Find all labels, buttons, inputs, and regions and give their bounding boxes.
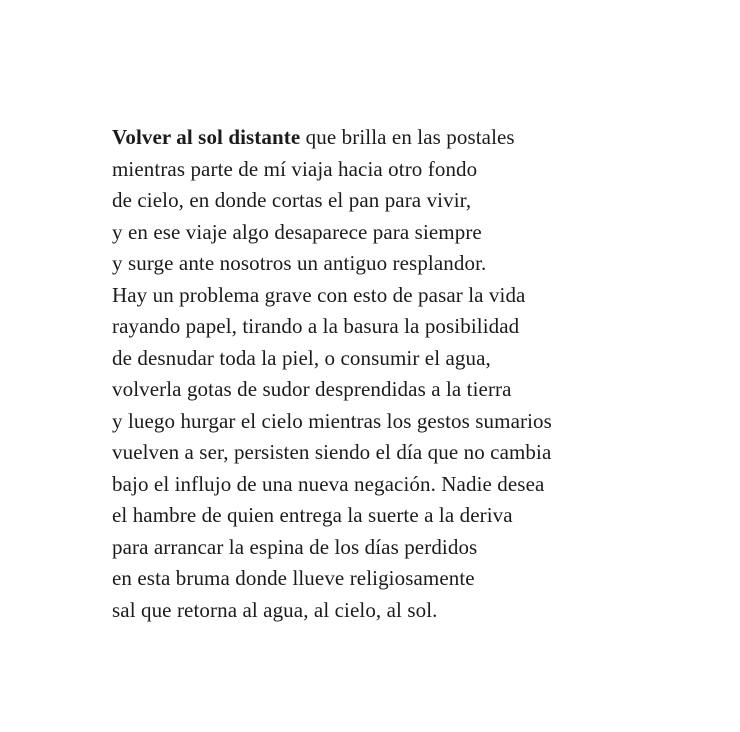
- poem-line: mientras parte de mí viaja hacia otro fondo: [112, 156, 478, 181]
- poem-line: vuelven a ser, persisten siendo el día que no cambia: [112, 440, 552, 464]
- poem-line: y luego hurgar el cielo mientras los gestos sumarios: [112, 408, 552, 433]
- poem-line: en esta bruma donde llueve religiosamente: [112, 566, 475, 590]
- poem-line: el hambre de quien entrega la suerte a la deriva: [112, 503, 513, 527]
- poem-text-block: [112, 122, 612, 626]
- poem-title: Volver al sol distante: [112, 125, 301, 149]
- poem-line: Hay un problema grave con esto de pasar la vida: [112, 282, 526, 307]
- poem-line: y en ese viaje algo desaparece para siempre: [112, 219, 482, 244]
- poem-line: y surge ante nosotros un antiguo resplandor.: [112, 251, 487, 275]
- poem-line-text: que brilla en las postales: [300, 125, 515, 149]
- poem-line: volverla gotas de sudor desprendidas a la tierra: [112, 377, 512, 401]
- poem-line: rayando papel, tirando a la basura la posibilidad: [112, 314, 520, 338]
- poem-line: para arrancar la espina de los días perdidos: [112, 534, 478, 559]
- poem-line: [112, 122, 612, 154]
- poem-line: de desnudar toda la piel, o consumir el agua,: [112, 345, 491, 370]
- poem-line: de cielo, en donde cortas el pan para vivir,: [112, 188, 472, 212]
- poem-line: bajo el influjo de una nueva negación. Nadie desea: [112, 471, 545, 496]
- poem-line: sal que retorna al agua, al cielo, al sol.: [112, 597, 438, 622]
